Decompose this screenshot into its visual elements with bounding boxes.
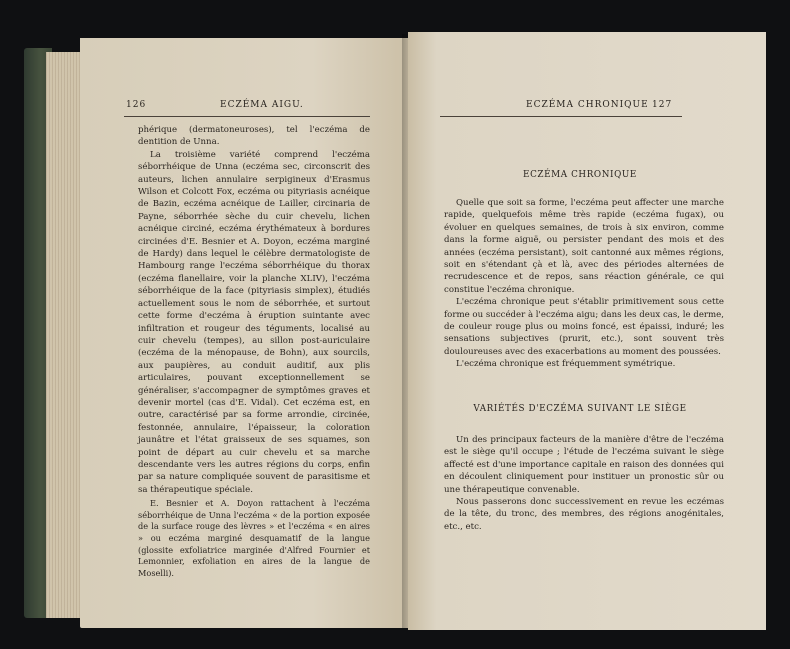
left-paragraph: E. Besnier et A. Doyon rattachent à l'eczéma séborrhéique de Unna l'eczéma « de la portion exposée de la surface rouge des lèvres » et l'eczéma « en aires » ou eczéma marginé desquamatif de la langue (glossite exfoliatrice marginée d'Alfred Fournier et Lemonnier, exfoliation en aires de la langue de Moselli).: [138, 498, 370, 578]
section-title-eczema-chronique: ECZÉMA CHRONIQUE: [523, 170, 637, 180]
left-paragraph: La troisième variété comprend l'eczéma séborrhéique de Unna (eczéma sec, circonscrit des auteurs, lichen annulaire serpigineux d'Erasmus Wilson et Colcott Fox, eczéma ou pityriasis acnéique de Bazin, eczéma acnéique de Lailler, circinaria de Payne, séborrhée sèche du cuir chevelu, lichen acnéique circiné, eczéma érythémateux à bordures circinées d'E. Besnier et A. Doyon, eczéma marginé de Hardy) dans lequel le célèbre dermatologiste de Hambourg range l'eczéma séborrhéique du thorax (eczéma flanellaire, voir la planche XLIV), l'eczéma séborrhéique de la face (pityriasis simplex), étudiés actuellement sous le nom de séborrhée, et surtout cette forme d'eczéma à éruption suintante avec infiltration et rougeur des téguments, localisé au cuir chevelu (tempes), au sillon post-auriculaire (eczéma de la ménopause, de Bohn), aux sourcils, aux paupières, au conduit auditif, aux plis articulaires, pouvant exceptionnellement se généraliser, s'accompagner de symptômes graves et devenir mortel (cas d'E. Vidal). Cet eczéma est, en outre, caractérisé par sa forme arrondie, circinée, festonnée, annulaire, l'épaisseur, la coloration jaunâtre et l'état graisseux de ses squames, son point de départ au cuir chevelu et sa marche descendante vers les autres régions du corps, enfin par sa nature compliquée souvent de parasitisme et sa thérapeutique spéciale.: [138, 149, 370, 495]
left-page: [80, 38, 412, 628]
right-running-head: ECZÉMA CHRONIQUE: [526, 100, 649, 110]
right-page: [408, 32, 766, 630]
left-header-rule: [124, 116, 370, 117]
right-header-rule: [440, 116, 682, 117]
left-page-number: 126: [126, 100, 147, 110]
right-text-column-1: [444, 197, 724, 371]
right-paragraph: Un des principaux facteurs de la manière d'être de l'eczéma est le siège qu'il occupe ; l'étude de l'eczéma suivant le siège affecté est d'une importance capitale en raison des données qui en découlent cliniquement pour instituer un pronostic sûr ou une thérapeutique convenable.: [444, 435, 724, 495]
right-paragraph: Nous passerons donc successivement en revue les eczémas de la tête, du tronc, des membres, des régions anogénitales, etc., etc.: [444, 497, 724, 532]
left-paragraph: phérique (dermatoneuroses), tel l'eczéma de dentition de Unna.: [138, 125, 370, 148]
right-paragraph: L'eczéma chronique est fréquemment symétrique.: [456, 359, 676, 370]
right-page-number: 127: [652, 100, 673, 110]
open-book: [24, 18, 776, 634]
section-title-varietes: VARIÉTÉS D'ECZÉMA SUIVANT LE SIÈGE: [473, 404, 687, 414]
right-text-column-2: [444, 434, 724, 533]
left-text-column: [138, 124, 370, 579]
right-paragraph: Quelle que soit sa forme, l'eczéma peut affecter une marche rapide, quelquefois même très rapide (eczéma fugax), ou évoluer en quelques semaines, de trois à six environ, comme dans la forme aiguë, ou persister pendant des mois et des années (eczéma persistant), soit cantonné aux mêmes régions, soit en s'étendant çà et là, avec des périodes alternées de recrudescence et de repos, sans réaction générale, ce qui constitue l'eczéma chronique.: [444, 198, 724, 295]
right-paragraph: L'eczéma chronique peut s'établir primitivement sous cette forme ou succéder à l'eczéma aigu; dans les deux cas, le derme, de couleur rouge plus ou moins foncé, est épaissi, induré; les sensations subjectives (prurit, etc.), sont souvent très douloureuses avec des exacerbations au moment des poussées.: [444, 297, 724, 357]
left-running-head: ECZÉMA AIGU.: [220, 100, 304, 110]
